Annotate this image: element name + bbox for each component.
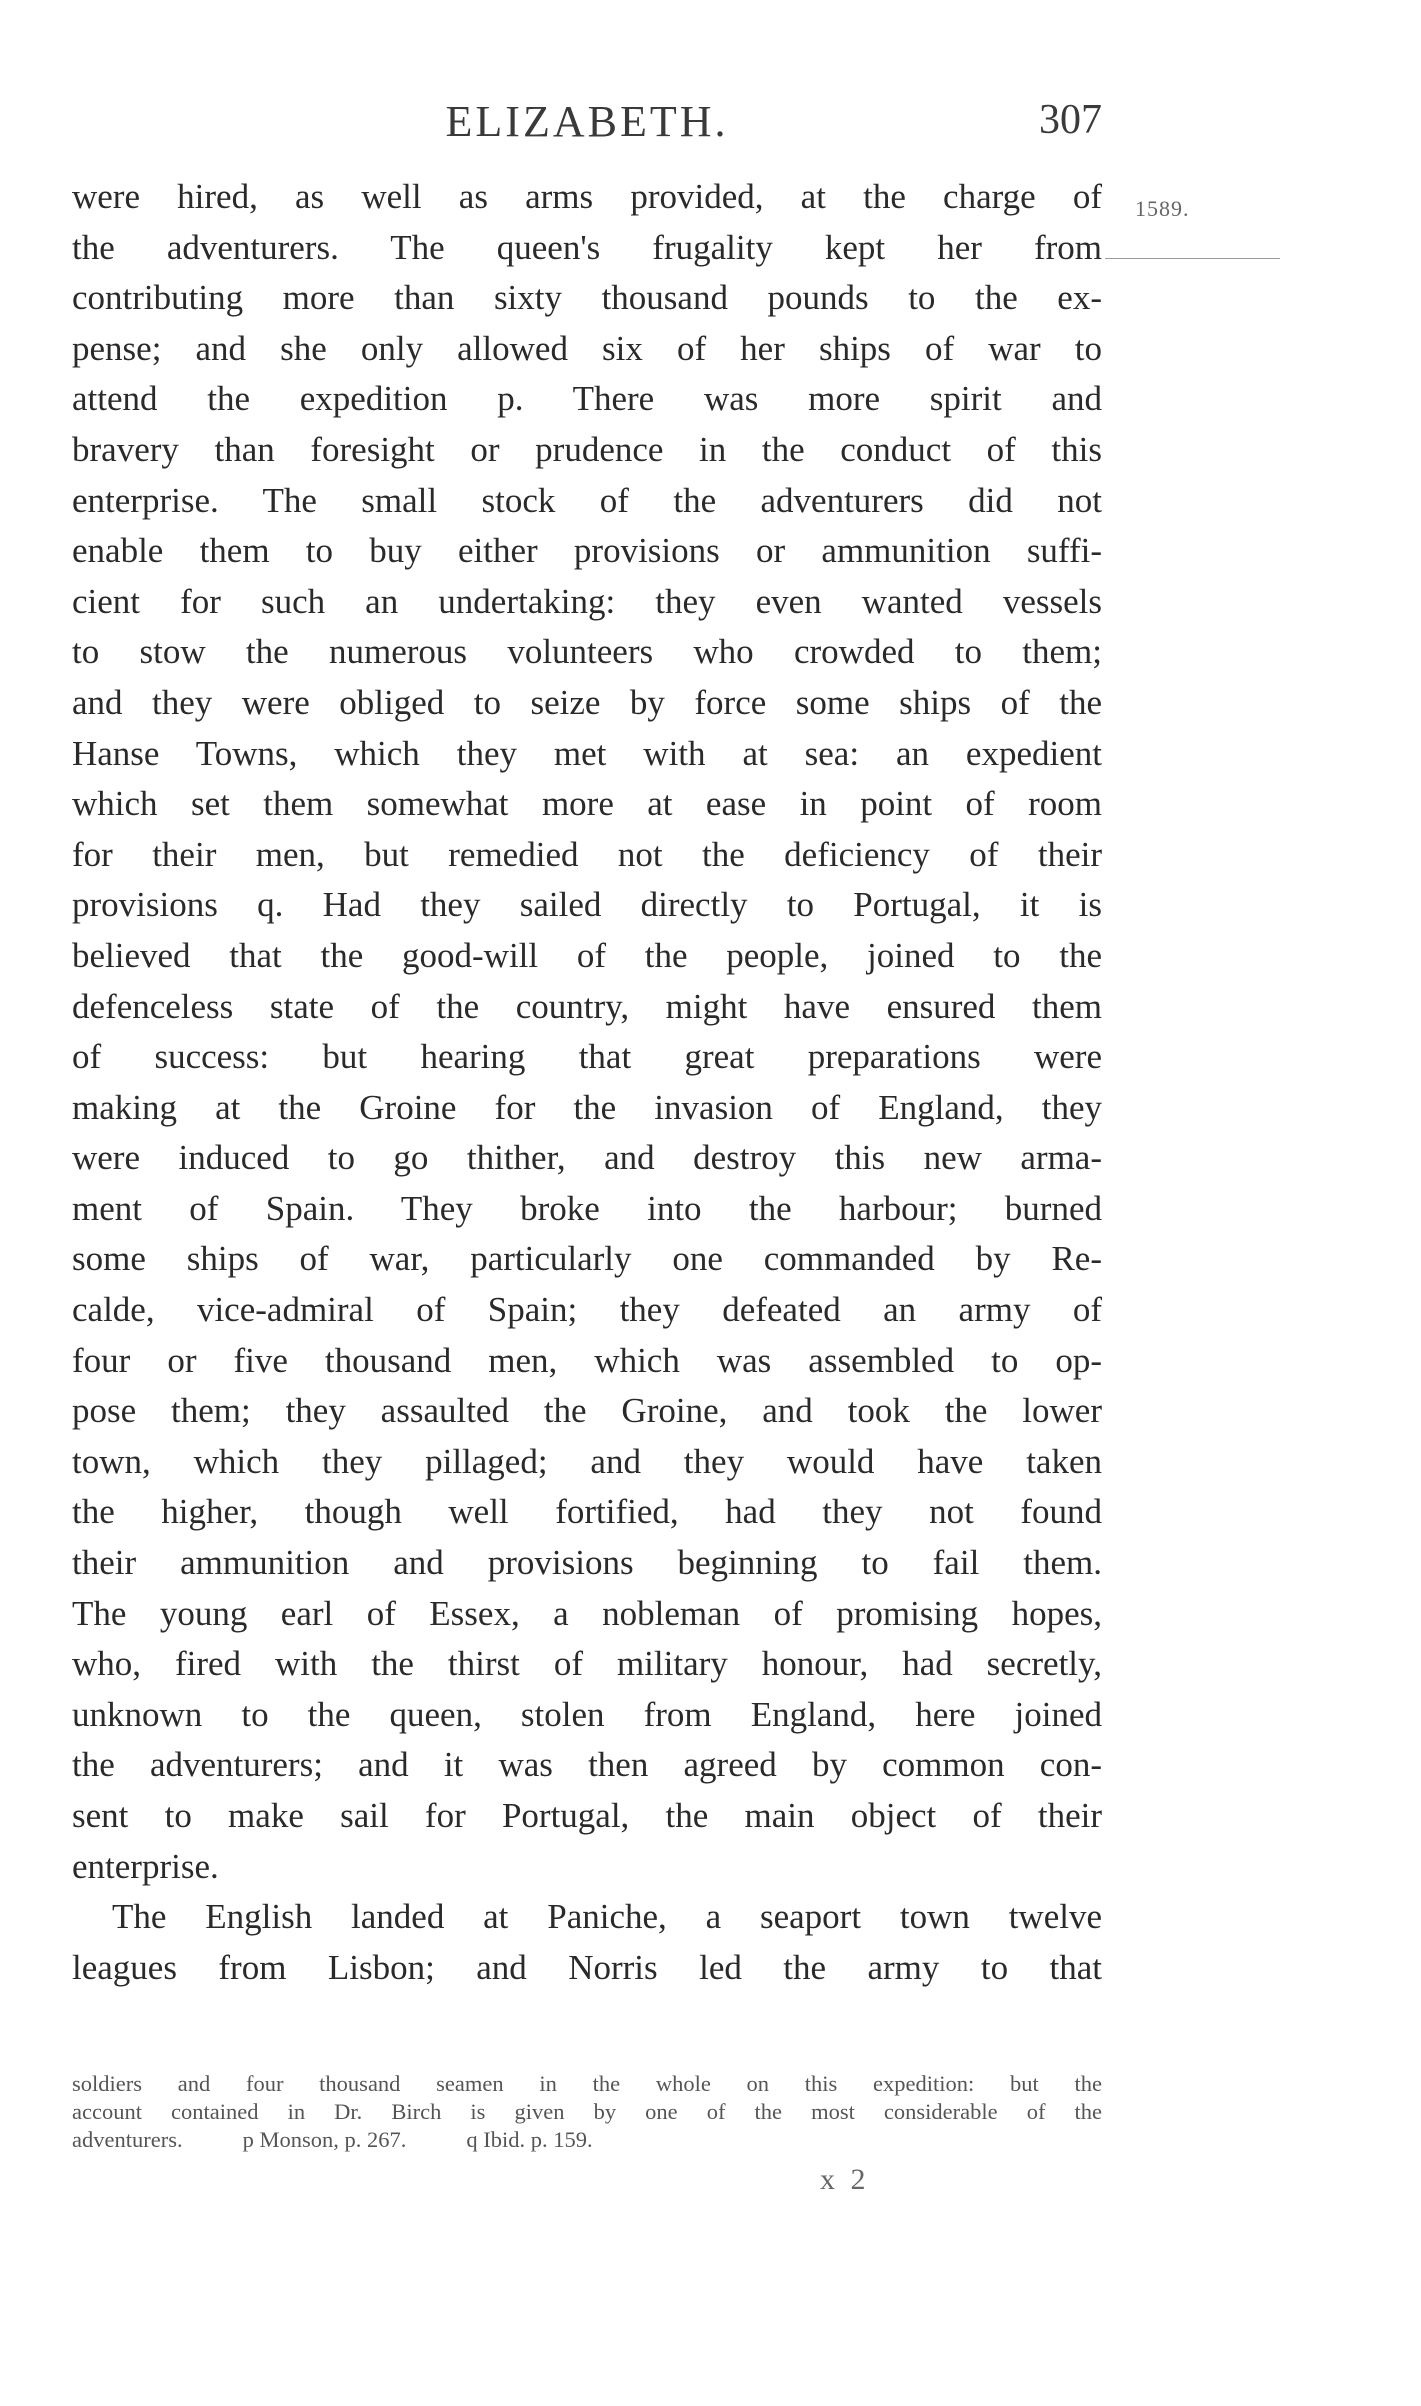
text-line: defenceless state of the country, might have ensured them [72,986,1102,1026]
text-line: their ammunition and provisions beginning to fail them. [72,1543,1102,1583]
text-line: for their men, but remedied not the deficiency of their [72,834,1102,874]
text-line: pense; and she only allowed six of her ships of war to [72,328,1102,368]
text-line: The English landed at Paniche, a seaport town twelve [112,1897,1102,1937]
text-line: unknown to the queen, stolen from England, here joined [72,1694,1102,1734]
text-line: Hanse Towns, which they met with at sea: an expedient [72,733,1102,773]
text-line: calde, vice-admiral of Spain; they defeated an army of [72,1290,1102,1330]
text-line: making at the Groine for the invasion of England, they [72,1087,1102,1127]
text-line: were induced to go thither, and destroy this new arma- [72,1138,1102,1178]
text-line: of success: but hearing that great preparations were [72,1037,1102,1077]
text-line: some ships of war, particularly one commanded by Re- [72,1239,1102,1279]
text-line: four or five thousand men, which was assembled to op- [72,1340,1102,1380]
text-line: to stow the numerous volunteers who crowded to them; [72,632,1102,672]
text-line: the higher, though well fortified, had they not found [72,1492,1102,1532]
text-line: leagues from Lisbon; and Norris led the army to that [72,1947,1102,1987]
text-line: who, fired with the thirst of military honour, had secretly, [72,1644,1102,1684]
text-line: cient for such an undertaking: they even wanted vessels [72,581,1102,621]
text-line: bravery than foresight or prudence in the conduct of this [72,429,1102,469]
text-line: ment of Spain. They broke into the harbour; burned [72,1188,1102,1228]
body-text [72,172,1102,1993]
footnote-line: soldiers and four thousand seamen in the whole on this expedition: but the [72,2071,1102,2096]
text-line: sent to make sail for Portugal, the main object of their [72,1796,1102,1835]
text-line: believed that the good-will of the people, joined to the [72,935,1102,975]
footnotes [72,2070,1102,2154]
text-line: pose them; they assaulted the Groine, and took the lower [72,1391,1102,1431]
text-line: attend the expedition p. There was more spirit and [72,379,1102,419]
footnote-line: account contained in Dr. Birch is given by one of the most considerable of the [72,2099,1102,2124]
text-line: which set them somewhat more at ease in point of room [72,784,1102,824]
text-line: town, which they pillaged; and they would have taken [72,1441,1102,1481]
signature-mark: x 2 [820,2163,870,2196]
running-title: ELIZABETH. [445,97,729,146]
footnote-line [72,2126,1102,2154]
text-line: The young earl of Essex, a nobleman of promising hopes, [72,1593,1102,1633]
footnote-continuation: adventurers. [72,2127,183,2152]
margin-year-note: 1589. [1135,196,1190,221]
text-line: the adventurers. The queen's frugality kept her from [72,227,1102,267]
footnote-ref-p: p Monson, p. 267. [242,2127,407,2152]
text-line: contributing more than sixty thousand pounds to the ex- [72,278,1102,318]
page-number: 307 [1039,97,1102,143]
text-line: and they were obliged to seize by force some ships of the [72,682,1102,722]
margin-rule [1105,258,1280,259]
text-line: the adventurers; and it was then agreed by common con- [72,1745,1102,1785]
text-line: provisions q. Had they sailed directly to Portugal, it is [72,885,1102,925]
text-line: enable them to buy either provisions or ammunition suffi- [72,531,1102,571]
footnote-ref-q: q Ibid. p. 159. [466,2127,593,2152]
text-line: enterprise. The small stock of the adventurers did not [72,480,1102,520]
text-line: were hired, as well as arms provided, at the charge of [72,177,1102,216]
running-head [72,96,1102,156]
text-line: enterprise. [72,1846,219,1886]
